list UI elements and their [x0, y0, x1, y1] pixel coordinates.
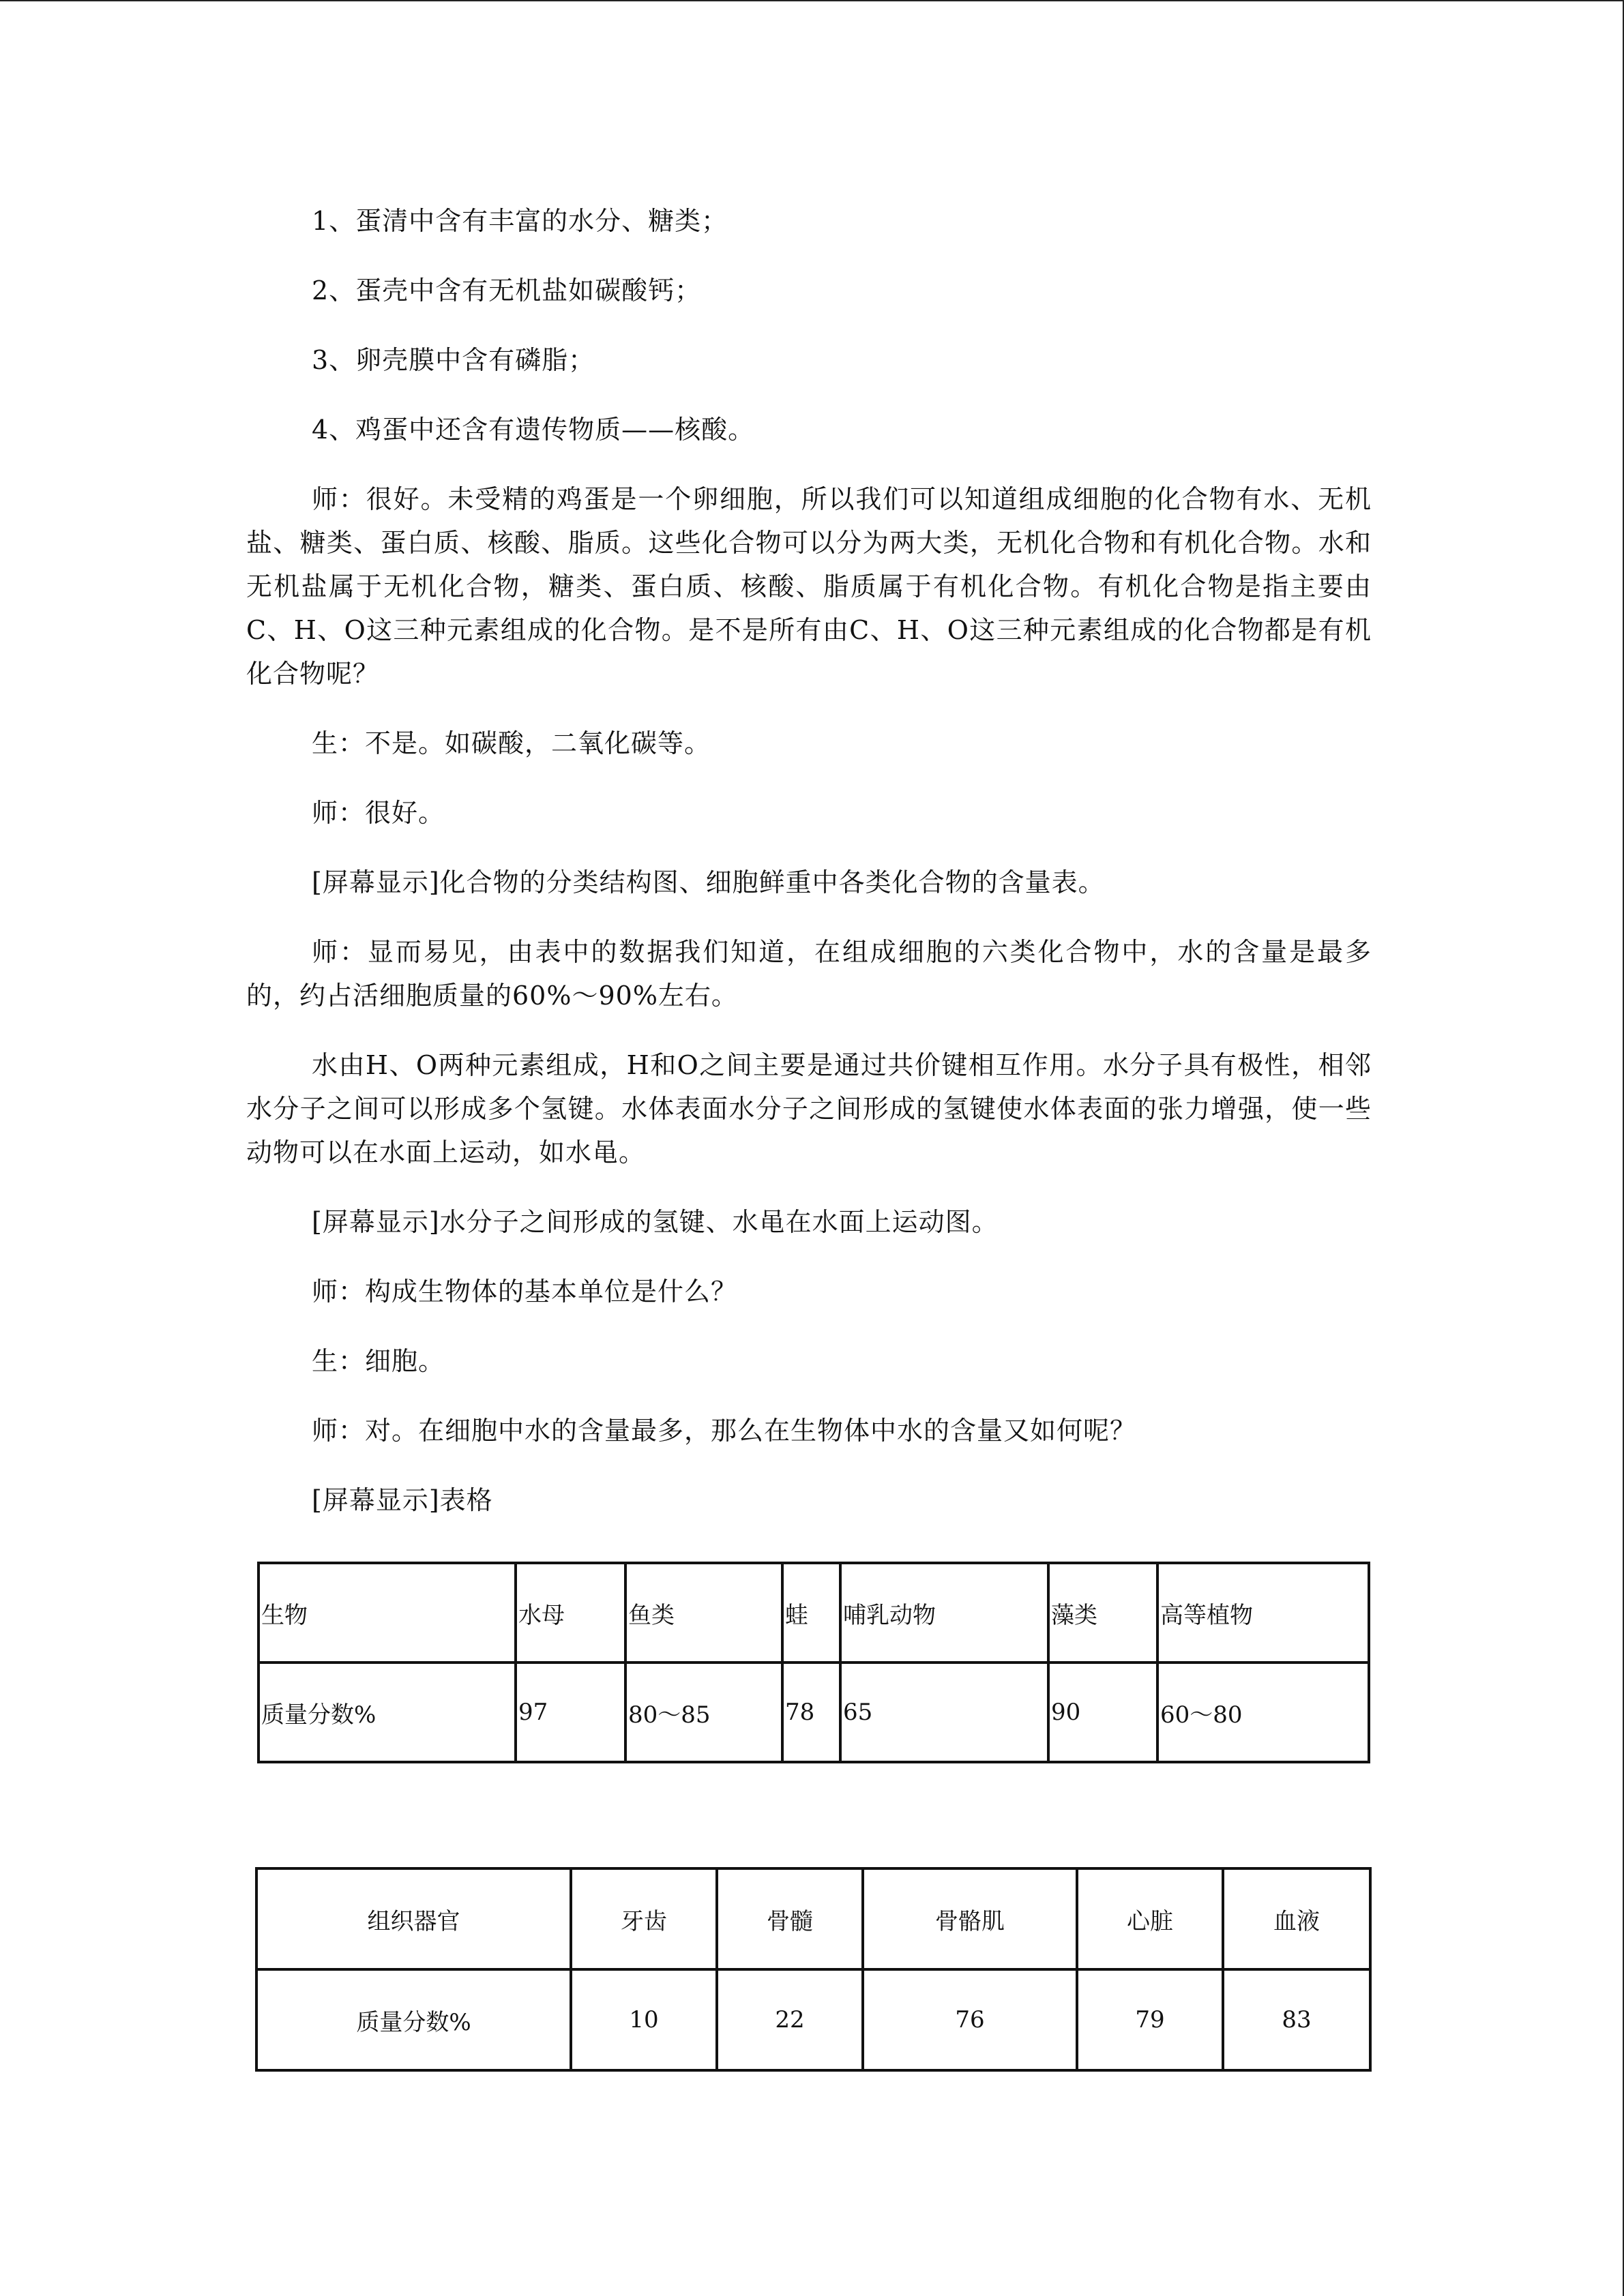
table-row	[259, 1663, 1369, 1762]
table-cell: 鱼类	[625, 1563, 782, 1663]
paragraph-student-cell: 生：细胞。	[312, 1346, 445, 1376]
paragraph-teacher-water-content: 师：显而易见，由表中的数据我们知道，在组成细胞的六类化合物中，水的含量是最多的，约占活细胞质量的60%～90%左右。	[246, 937, 1372, 1011]
table-cell: 生物	[259, 1563, 516, 1663]
table-row-header	[259, 1563, 1369, 1663]
table-row-header	[256, 1868, 1370, 1969]
paragraph-screen-display-2: [屏幕显示]水分子之间形成的氢键、水黾在水面上运动图。	[312, 1207, 999, 1237]
paragraph-teacher-question: 师：构成生物体的基本单位是什么？	[312, 1277, 738, 1307]
table-cell: 90	[1048, 1663, 1157, 1762]
table-cell: 蛙	[782, 1563, 840, 1663]
table-cell: 高等植物	[1157, 1563, 1369, 1663]
organism-water-table	[257, 1562, 1370, 1763]
table-cell: 78	[782, 1663, 840, 1762]
table-cell: 血液	[1223, 1868, 1370, 1969]
organ-water-table	[255, 1867, 1372, 2072]
paragraph-screen-display-table: [屏幕显示]表格	[312, 1485, 493, 1515]
table-cell: 79	[1077, 1969, 1223, 2070]
paragraph-item-1: 1、蛋清中含有丰富的水分、糖类；	[312, 206, 728, 236]
table-cell: 心脏	[1077, 1868, 1223, 1969]
table-cell: 水母	[516, 1563, 625, 1663]
paragraph-student-answer: 生：不是。如碳酸，二氧化碳等。	[312, 728, 711, 758]
table-cell: 牙齿	[571, 1868, 717, 1969]
paragraph-teacher-organism-water: 师：对。在细胞中水的含量最多，那么在生物体中水的含量又如何呢？	[312, 1416, 1137, 1446]
table-cell: 10	[571, 1969, 717, 2070]
table-row	[256, 1969, 1370, 2070]
table-cell: 藻类	[1048, 1563, 1157, 1663]
table-cell: 组织器官	[256, 1868, 571, 1969]
table-cell: 质量分数%	[256, 1969, 571, 2070]
table-cell: 骨骼肌	[863, 1868, 1077, 1969]
paragraph-item-4: 4、鸡蛋中还含有遗传物质——核酸。	[312, 415, 755, 445]
paragraph-item-2: 2、蛋壳中含有无机盐如碳酸钙；	[312, 275, 702, 305]
paragraph-screen-display-1: [屏幕显示]化合物的分类结构图、细胞鲜重中各类化合物的含量表。	[312, 867, 1105, 897]
paragraph-teacher-good: 师：很好。	[312, 798, 445, 828]
paragraph-water-structure: 水由H、O两种元素组成，H和O之间主要是通过共价键相互作用。水分子具有极性，相邻水分子之间可以形成多个氢键。水体表面水分子之间形成的氢键使水体表面的张力增强，使一些动物可以在水面上运动，如水黾。	[246, 1050, 1372, 1167]
paragraph-item-3: 3、卵壳膜中含有磷脂；	[312, 345, 595, 375]
table-cell: 骨髓	[717, 1868, 863, 1969]
table-cell: 60～80	[1157, 1663, 1369, 1762]
table-cell: 83	[1223, 1969, 1370, 2070]
table-cell: 22	[717, 1969, 863, 2070]
table-cell: 质量分数%	[259, 1663, 516, 1762]
table-cell: 65	[840, 1663, 1048, 1762]
document-body	[246, 199, 1372, 1548]
table-cell: 97	[516, 1663, 625, 1762]
table-cell: 76	[863, 1969, 1077, 2070]
table-cell: 哺乳动物	[840, 1563, 1048, 1663]
paragraph-teacher-compounds: 师：很好。未受精的鸡蛋是一个卵细胞，所以我们可以知道组成细胞的化合物有水、无机盐、糖类、蛋白质、核酸、脂质。这些化合物可以分为两大类，无机化合物和有机化合物。水和无机盐属于无机化合物，糖类、蛋白质、核酸、脂质属于有机化合物。有机化合物是指主要由C、H、O这三种元素组成的化合物。是不是所有由C、H、O这三种元素组成的化合物都是有机化合物呢？	[246, 484, 1372, 689]
table-cell: 80～85	[625, 1663, 782, 1762]
